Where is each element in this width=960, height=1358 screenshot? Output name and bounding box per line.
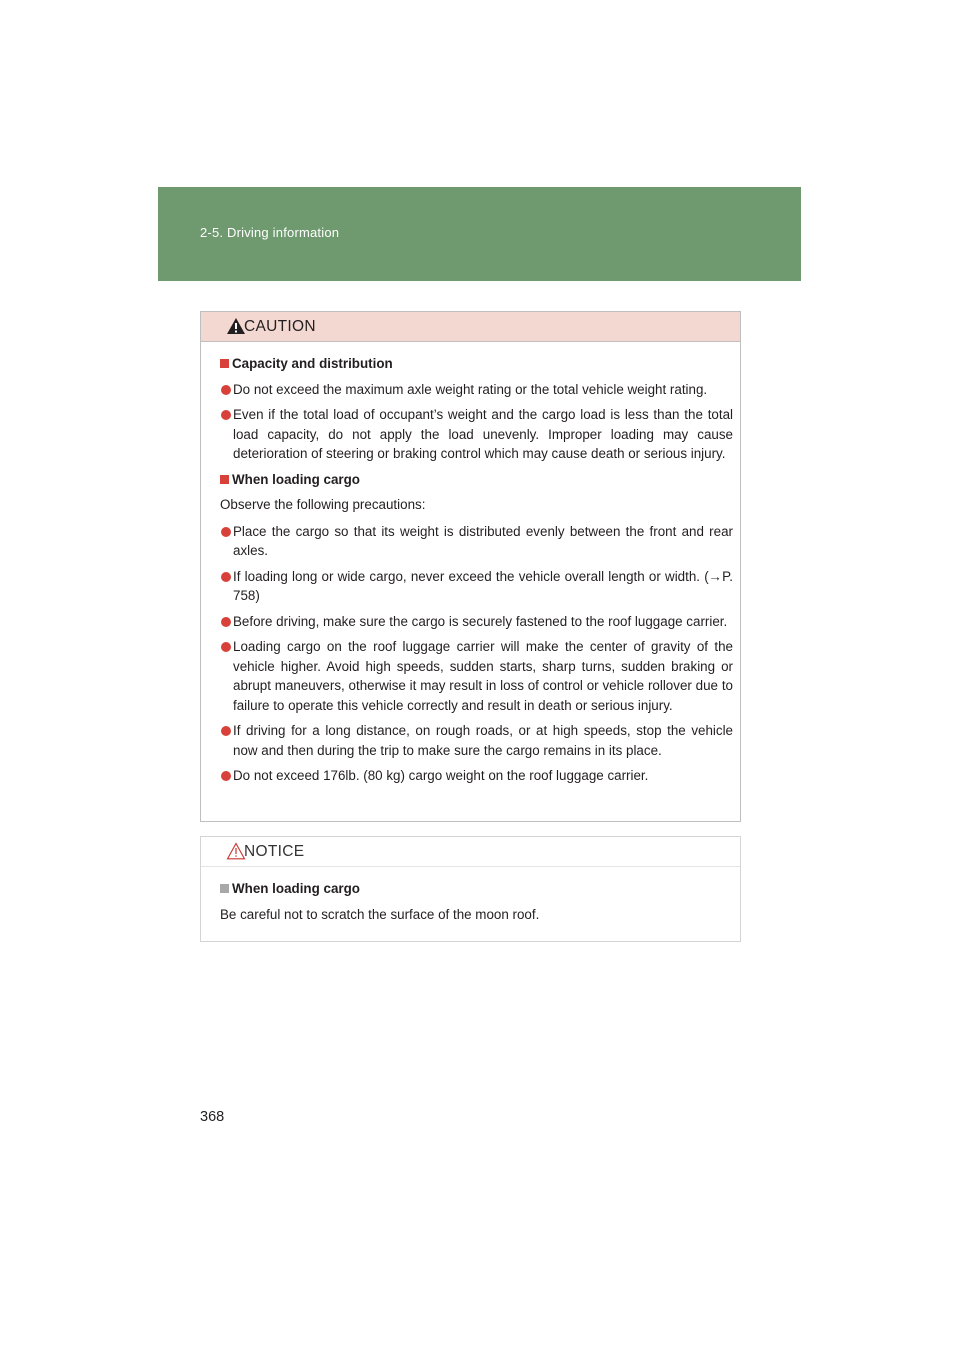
list-item: Do not exceed 176lb. (80 kg) cargo weight on the roof luggage carrier. xyxy=(219,766,733,786)
list-item: If loading long or wide cargo, never exceed the vehicle overall length or width. (→P. 758) xyxy=(219,567,733,606)
list-item: Do not exceed the maximum axle weight rating or the total vehicle weight rating. xyxy=(219,380,733,400)
page-number: 368 xyxy=(200,1109,225,1125)
notice-title: NOTICE xyxy=(244,843,305,860)
list-item: Place the cargo so that its weight is distributed evenly between the front and rear axles. xyxy=(219,522,733,561)
round-bullet-icon xyxy=(221,572,231,582)
list-item: Even if the total load of occupant’s weight and the cargo load is less than the total load capacity, do not apply the load unevenly. Improper loading may cause deterioration of steering or braking control which may cause death or serious injury. xyxy=(219,405,733,464)
square-bullet-icon xyxy=(220,359,229,368)
section-header-band xyxy=(158,187,801,281)
square-bullet-icon xyxy=(220,475,229,484)
list-item: Before driving, make sure the cargo is securely fastened to the roof luggage carrier. xyxy=(219,612,733,632)
square-bullet-icon xyxy=(220,884,229,893)
caution-body xyxy=(201,342,740,786)
round-bullet-icon xyxy=(221,726,231,736)
notice-box xyxy=(200,836,741,942)
section-heading: Capacity and distribution xyxy=(219,354,733,374)
notice-body xyxy=(201,867,740,924)
notice-text: Be careful not to scratch the surface of the moon roof. xyxy=(220,906,540,922)
round-bullet-icon xyxy=(221,527,231,537)
section-heading: When loading cargo xyxy=(219,879,733,899)
list-item: If driving for a long distance, on rough roads, or at high speeds, stop the vehicle now and then during the trip to make sure the cargo remains in its place. xyxy=(219,721,733,760)
section-intro: Observe the following precautions: xyxy=(220,497,426,512)
round-bullet-icon xyxy=(221,617,231,627)
caution-box xyxy=(200,311,741,822)
caution-header xyxy=(201,312,740,342)
warning-triangle-icon xyxy=(226,317,246,335)
round-bullet-icon xyxy=(221,410,231,420)
caution-title: CAUTION xyxy=(244,318,316,335)
round-bullet-icon xyxy=(221,642,231,652)
round-bullet-icon xyxy=(221,385,231,395)
list-item: Loading cargo on the roof luggage carrier will make the center of gravity of the vehicle higher. Avoid high speeds, sudden starts, sharp turns, sudden braking or abrupt maneuvers, otherwise it may result in loss of control or vehicle rollover due to failure to operate this vehicle correctly and result in death or serious injury. xyxy=(219,637,733,715)
round-bullet-icon xyxy=(221,771,231,781)
section-title: 2-5. Driving information xyxy=(200,225,340,240)
section-heading: When loading cargo xyxy=(219,470,733,490)
notice-header xyxy=(201,837,740,867)
notice-triangle-icon xyxy=(226,842,246,860)
